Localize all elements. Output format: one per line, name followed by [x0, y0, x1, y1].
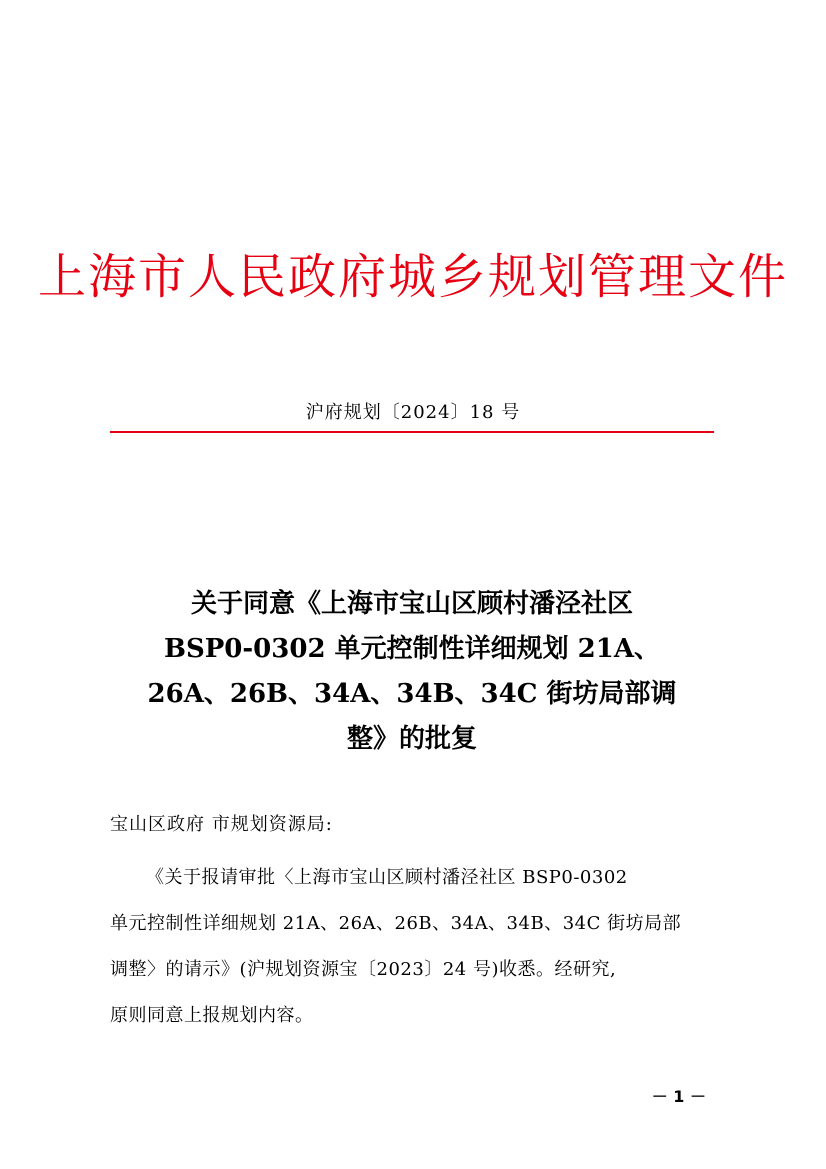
title-line: 整》的批复: [346, 724, 477, 754]
red-divider-line: [110, 431, 714, 433]
body-line: 《关于报请审批〈上海市宝山区顾村潘泾社区 BSP0-0302: [146, 867, 628, 888]
title-line: 关于同意《上海市宝山区顾村潘泾社区: [190, 589, 633, 619]
document-title: [110, 582, 714, 762]
body-line: 调整〉的请示》(沪规划资源宝〔2023〕24 号)收悉。经研究,: [110, 959, 617, 980]
title-line: BSP0-0302 单元控制性详细规划 21A、: [163, 634, 660, 664]
title-line: 26A、26B、34A、34B、34C 街坊局部调: [147, 679, 677, 709]
document-number: 沪府规划〔2024〕18 号: [305, 402, 521, 423]
salutation: 宝山区政府 市规划资源局:: [110, 814, 333, 835]
body-line: 单元控制性详细规划 21A、26A、26B、34A、34B、34C 街坊局部: [110, 913, 682, 934]
document-header-title: 上海市人民政府城乡规划管理文件: [37, 249, 788, 305]
page-number: － 1 －: [651, 1087, 706, 1106]
body-line: 原则同意上报规划内容。: [110, 1005, 314, 1026]
body-paragraph: [110, 855, 714, 1039]
